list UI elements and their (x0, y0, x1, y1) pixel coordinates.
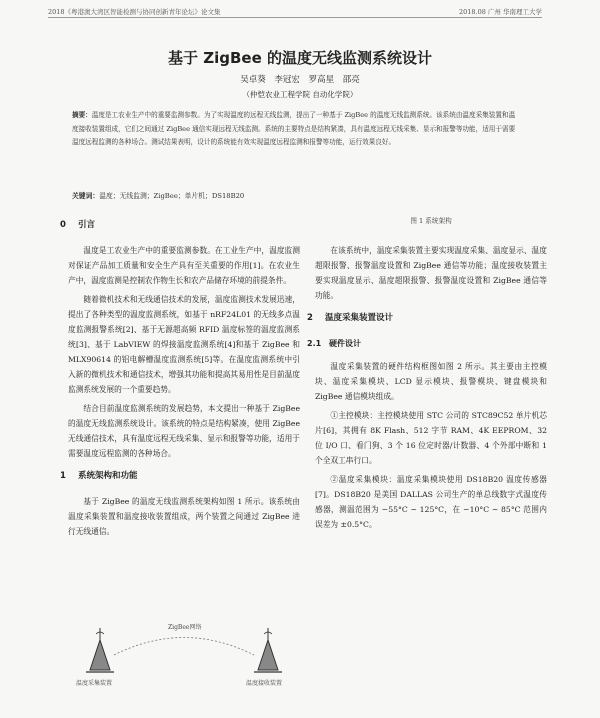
running-head-left: 2018《粤港澳大湾区智能检测与协同创新青年论坛》论文集 (48, 8, 221, 16)
abstract-label: 摘要： (72, 111, 92, 119)
right-device-label: 温度接收装置 (246, 680, 283, 687)
subsection-number: 2.1 (307, 339, 322, 348)
section-title: 系统架构和功能 (78, 471, 138, 481)
keywords-text: 温度；无线监测；ZigBee；单片机；DS18B20 (99, 192, 245, 200)
section-number: 0 (60, 220, 66, 230)
paragraph: 温度采集装置的硬件结构框图如图 2 所示。其主要由主控模块、温度采集模块、LCD 显示模块、报警模块、键盘模块和 ZigBee 通信模块组成。 (315, 362, 547, 401)
paragraph: 温度是工农业生产中的重要监测参数。在工业生产中，温度监测对保证产品加工质量和安全生产具有至关重要的作用[1]。在农业生产中，温度监测是控制农作物生长和农产品储存环境的前提条件。 (68, 246, 300, 285)
figure-system-architecture (68, 600, 300, 692)
section-heading-collector (307, 311, 547, 326)
section-number: 2 (307, 313, 313, 323)
keywords (72, 190, 520, 200)
right-column (307, 214, 547, 536)
subsection-title: 硬件设计 (329, 339, 361, 348)
section-number: 1 (60, 471, 66, 481)
paragraph: 结合目前温度监测系统的发展趋势，本文提出一种基于 ZigBee 的温度无线监测系统设计。该系统的特点是结构紧凑，使用 ZigBee 无线通信技术，具有温度远程无线采集、显示和报警等功能，适用于需要温度远程监测的各种场合。 (68, 404, 300, 458)
abstract-text: 温度是工农业生产中的重要监测参数。为了实现温度的远程无线监测，提出了一种基于 ZigBee 的温度无线监测系统。该系统由温度采集装置和温度接收装置组成，它们之间通过 ZigBee 通信实现远程无线监测。系统的主要特点是结构紧凑，具有温度远程无线采集、显示和报警等功能，适用于需要温度远程监测的各种场合。测试结果表明，设计的系统能有效实现温度远程监测和报警等功能，运行效果良好。 (72, 111, 516, 146)
section-title: 引言 (78, 220, 96, 230)
network-label: ZigBee网络 (168, 624, 202, 631)
running-head-right: 2018.08 广州 华南理工大学 (458, 8, 542, 16)
left-device-label: 温度采集装置 (76, 680, 113, 687)
left-device-icon (86, 628, 114, 672)
author-list: 吴卓葵 李冠宏 罗高星 邵亮 (240, 75, 360, 85)
wireless-link (114, 638, 254, 656)
section-title: 温度采集装置设计 (325, 313, 394, 323)
paragraph: ①主控模块：主控模块使用 STC 公司的 STC89C52 单片机芯片[6]，其拥有 8K Flash、512 字节 RAM、4K EEPROM、32 位 I/O 口、看门狗、3 个 16 位定时器/计数器、4 个外部中断和 1 个全双工串行口。 (315, 411, 547, 465)
section-heading-architecture (60, 469, 300, 484)
keywords-label: 关键词： (72, 192, 100, 200)
paragraph: 在该系统中，温度采集装置主要实现温度采集、温度显示、温度超限报警、报警温度设置和 ZigBee 通信等功能；温度接收装置主要实现温度显示、温度超限报警、报警温度设置和 ZigBee 通信等功能。 (315, 246, 547, 300)
paper-title: 基于 ZigBee 的温度无线监测系统设计 (168, 49, 432, 67)
subsection-heading-hardware (307, 336, 547, 351)
right-device-icon (254, 628, 282, 672)
left-column (60, 214, 300, 543)
header-rule (48, 17, 542, 18)
running-head (48, 7, 542, 16)
figure-caption: 图 1 系统架构 (410, 217, 452, 225)
paragraph: ②温度采集模块：温度采集模块使用 DS18B20 温度传感器[7]。DS18B20 是美国 DALLAS 公司生产的单总线数字式温度传感器，测温范围为 −55°C ~ 125°C，在 −10°C ~ 85°C 范围内误差为 ±0.5°C。 (315, 475, 547, 529)
abstract (72, 109, 520, 150)
paragraph: 基于 ZigBee 的温度无线监测系统架构如图 1 所示。该系统由温度采集装置和温度接收装置组成，两个装置之间通过 ZigBee 进行无线通信。 (68, 497, 300, 536)
affiliation: （仲恺农业工程学院 自动化学院） (242, 90, 358, 99)
paragraph: 随着微机技术和无线通信技术的发展，温度监测技术发展迅速，提出了各种类型的温度监测系统，如基于 nRF24L01 的无线多点温度监测报警系统[2]、基于无源超高频 RFID 温度标签的温度监测系统[3]、基于 LabVIEW 的焊接温度监测系统[4]和基于 ZigBee 和 MLX90614 的铝电解槽温度监测系统[5]等。在温度监测系统中引入新的微机技术和通信技术，增强其功能和提高其易用性是目前温度监测系统发展的一个重要趋势。 (68, 295, 300, 394)
section-heading-intro (60, 218, 300, 233)
